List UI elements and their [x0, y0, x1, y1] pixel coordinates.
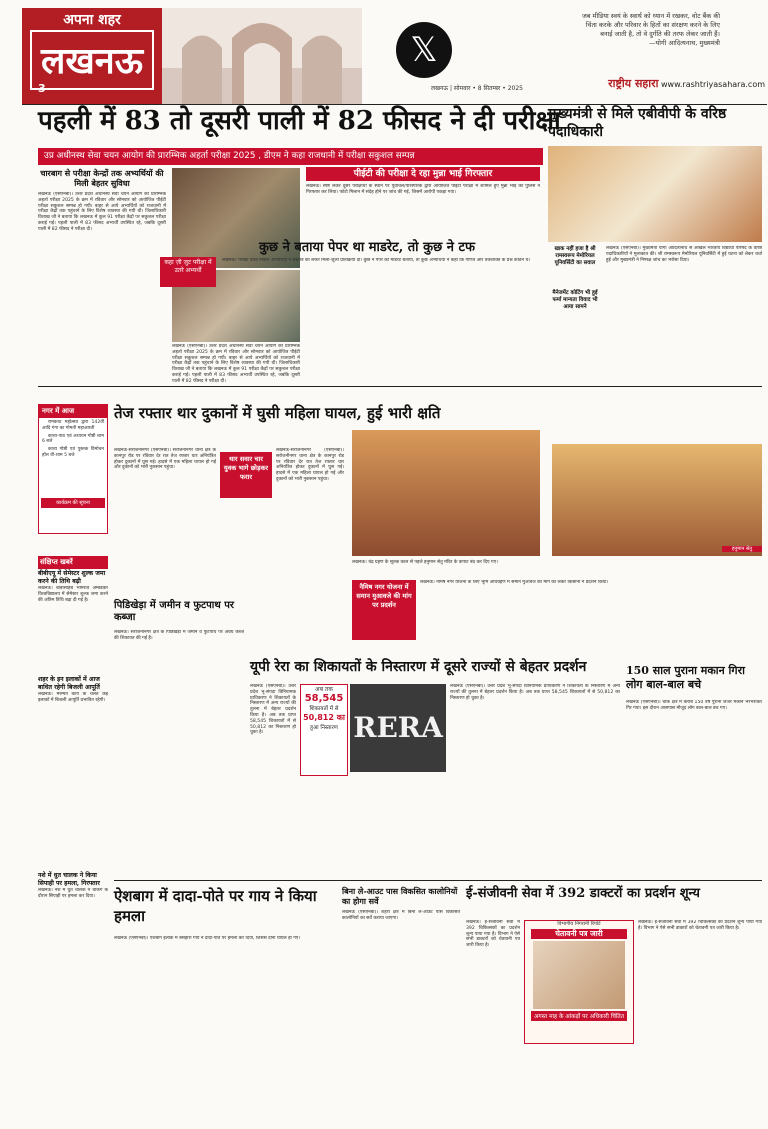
warning-card-label: विभागीय निगरानी रिपोर्ट	[557, 921, 601, 927]
cm-meet-body: लखनऊ (एसएनबी)। मुख्यमंत्री योगी आदित्यनाथ से अखिल भारतीय विद्यार्थी परिषद के वरिष्ठ पदाधिकारियों ने मुलाकात की। श्री रामस्वरूप मेमोरियल यूनिवर्सिटी में हुई घटना को लेकर चर्चा हुई और मुख्यमंत्री ने निष्पक्ष जांच का भरोसा दिया।	[606, 246, 762, 263]
piddikhera-body: लखनऊ। सरोजनीनगर क्षेत्र के पिडिखेड़ा में जमीन व फुटपाथ पर अवैध कब्जे की शिकायत की गई है।	[114, 630, 244, 641]
warning-card-title: चेतावनी पत्र जारी	[531, 929, 627, 939]
site-url: www.rashtriyasahara.com	[660, 80, 765, 89]
rera-stat-mid: शिकायतों में से	[309, 706, 339, 712]
lead-body-continued: लखनऊ (एसएनबी)। उत्तर प्रदेश अधीनस्थ सेवा चयन आयोग की प्रारम्भिक अहर्ता परीक्षा 2025 के क्रम में रविवार और सोमवार को आयोजित पीईटी परीक्षा सकुशल सम्पन्न हो गयी। बाहर से आये अभ्यर्थियों को राजधानी में परीक्षा केंद्रों तक पहुंचाने के लिए विशेष व्यवस्था की गयी थी। जिलाधिकारी विशाख जी ने बताया कि लखनऊ में कुल 91 परीक्षा केंद्रों पर सकुशल परीक्षा कराई गई। पहली पाली में 83 फीसद अभ्यर्थी उपस्थित रहे, जबकि दूसरी पाली में 82 फीसद ने परीक्षा दी।	[172, 344, 300, 384]
lead-side-head: चारबाग से परीक्षा केन्द्रों तक अभ्यर्थियों की मिली बेहतर सुविधा	[40, 168, 164, 188]
esanjeevani-body-continued: लखनऊ। ई-संजीवनी सेवा में 392 चिकित्सकों का प्रदर्शन शून्य पाया गया है। विभाग ने ऐसे सभी डाक्टरों को चेतावनी पत्र जारी किया है।	[638, 920, 762, 931]
quote-box	[470, 12, 720, 48]
site-brand	[590, 76, 765, 91]
masthead-city: लखनऊ	[30, 30, 154, 90]
brief-body: लखनऊ। नशे में धुत चालक ने चेकिंग के दौरान सिपाही पर हमला कर दिया।	[38, 888, 108, 899]
rera-body-continued: लखनऊ (एसएनबी)। उत्तर प्रदेश भू-संपदा विनियामक प्राधिकरण ने शिकायतों के निस्तारण में अन्य राज्यों की तुलना में बेहतर प्रदर्शन किया है। अब तक प्राप्त 58,545 शिकायतों में से 50,812 का निस्तारण हो चुका है।	[450, 684, 620, 701]
rera-stat-label: अब तक	[315, 686, 333, 693]
shop-fire-headline: तेज रफ्तार थार दुकानों में घुसी महिला घायल, हुई भारी क्षति	[114, 404, 441, 422]
notice-footer: कार्यक्रम की सूचना	[41, 498, 105, 508]
shop-fire-body: लखनऊ-सरोजनीनगर (एसएनबी)। सरोजनीनगर थाना क्षेत्र के कानपुर रोड पर रविवार देर रात तेज रफ्तार थार अनियंत्रित होकर दुकानों में घुस गई। हादसे में एक महिला घायल हो गई और दुकानों को भारी नुकसान पहुंचा।	[114, 448, 216, 471]
quote-line: जब मीडिया स्वयं के स्वार्थ को ध्यान में रखकर, वोट बैंक की	[581, 12, 720, 20]
x-logo-icon: 𝕏	[396, 22, 452, 78]
shop-fire-box: थार सवार चार युवक भागे छोड़कर फरार	[220, 452, 272, 498]
temple-photo-2	[552, 444, 762, 556]
shop-fire-body-continued: लखनऊ-सरोजनीनगर (एसएनबी)। सरोजनीनगर थाना क्षेत्र के कानपुर रोड पर रविवार देर रात तेज रफ्तार थार अनियंत्रित होकर दुकानों में घुस गई। हादसे में एक महिला घायल हो गई और दुकानों को भारी नुकसान पहुंचा।	[276, 448, 344, 482]
notice-box	[38, 404, 108, 534]
arrest-body: लखनऊ। स्पष्ट लेकर दूसरे परीक्षार्थी के स्थान पर पूर्वांचल/पारस्परिक द्वारा आयोजित पीईटी परीक्षा में शामिल हुए मुन्ना भाई को पुलिस ने गिरफ्तार कर लिया। फोटो मिलान में संदेह होने पर जांच की गई, जिसमें आरोपी पकड़ा गया।	[306, 184, 540, 195]
doctor-illustration	[533, 941, 625, 1009]
rera-body: लखनऊ (एसएनबी)। उत्तर प्रदेश भू-संपदा विनियामक प्राधिकरण ने शिकायतों के निस्तारण में अन्य राज्यों की तुलना में बेहतर प्रदर्शन किया है। अब तक प्राप्त 58,545 शिकायतों में से 50,812 का निस्तारण हो चुका है।	[250, 684, 296, 736]
masthead-kicker: अपना शहर	[63, 12, 121, 28]
esanjeevani-body: लखनऊ। ई-संजीवनी सेवा में 392 चिकित्सकों का प्रदर्शन शून्य पाया गया है। विभाग ने ऐसे सभी डाक्टरों को चेतावनी पत्र जारी किया है।	[466, 920, 520, 949]
aishbagh-headline: ऐशबाग में दादा-पोते पर गाय ने किया हमला	[114, 887, 317, 925]
brief-list	[38, 570, 108, 1028]
cm-side-2: मैनेजमेंट कोटिंग भी हुई फर्मा मान्यता विवाद भी आया सामने	[552, 290, 598, 310]
brief-head: बीबीएयू में सेमेस्टर शुल्क जमा करने की तिथि बढ़ी	[38, 570, 106, 585]
rera-photo: RERA	[350, 684, 446, 772]
rera-stats-box	[300, 684, 348, 776]
rera-stat-bot: 50,812 का	[303, 713, 345, 722]
arrest-headline: पीईटी की परीक्षा दे रहा मुन्ना भाई गिरफ्तार	[306, 167, 540, 181]
cm-meet-photo	[548, 146, 762, 242]
colonies-headline: बिना ले-आउट पास विकसित कालोनियों का होगा सर्वे	[342, 886, 458, 906]
notice-item: रामकथा महोत्सव द्वारा 142वीं आदि गंगा का गोमती महाआरती	[42, 420, 104, 431]
rera-stat-big: 58,545	[304, 693, 344, 704]
notice-item: काव्य गोष्ठी एवं पुस्तक विमोचन हॉल वी-शाम 5 बजे	[42, 447, 104, 458]
divider	[114, 880, 762, 881]
aishbagh-body: लखनऊ (एसएनबी)। ऐशबाग इलाके में बेसहारा गाय ने दादा-पोते पर हमला कर दिया, जिससे दोनों घायल हो गए।	[114, 936, 301, 941]
naimish-body: लखनऊ। नैमिष नगर योजना के लिए भूमि अधिग्रहण में समान मुआवजे की मांग को लेकर किसानों ने प्रदर्शन किया।	[420, 580, 609, 585]
rera-headline: यूपी रेरा का शिकायतों के निस्तारण में दूसरे राज्यों से बेहतर प्रदर्शन	[250, 659, 587, 675]
cm-meet-headline: मुख्यमंत्री से मिले एबीवीपी के वरिष्ठ पदाधिकारी	[548, 106, 727, 140]
paper-headline: कुछ ने बताया पेपर था माडरेट, तो कुछ ने टफ	[258, 240, 476, 255]
temple-banner: हनुमान सेतु	[722, 546, 762, 552]
brief-body: लखनऊ। मरम्मत कार्य के चलते कई इलाकों में बिजली आपूर्ति प्रभावित रहेगी।	[38, 692, 108, 703]
colonies-body: लखनऊ (एसएनबी)। शहरी क्षेत्र में बिना ले-आउट पास विकसित कालोनियों का सर्वे कराया जाएगा।	[342, 910, 460, 921]
temple-photo	[352, 430, 540, 556]
masthead-arch-illustration	[162, 8, 362, 104]
old-house-headline: 150 साल पुराना मकान गिरा लोग बाल-बाल बचे	[626, 664, 745, 691]
naimish-box: नैमिष नगर योजना में समान मुआवजे की मांग पर प्रदर्शन	[352, 580, 416, 640]
dateline: लखनऊ | सोमवार • 8 सितम्बर • 2025	[431, 85, 523, 92]
lead-headline: पहली में 83 तो दूसरी पाली में 82 फीसद ने दी परीक्षा	[38, 106, 561, 136]
temple-caption: लखनऊ। चंद्र ग्रहण के सूतक काल से पहले हनुमान सेतु मंदिर के कपाट बंद कर दिए गए।	[352, 560, 498, 565]
esanjeevani-headline: ई-संजीवनी सेवा में 392 डाक्टरों का प्रदर्शन शून्य	[466, 886, 700, 901]
quote-line: बनाई जाती है, तो वे दुर्गति की तरफ लेकर जाती हैं।	[600, 30, 720, 38]
brief-label: संक्षिप्त खबरें	[38, 556, 108, 569]
notice-item: काव्य-पाठ एवं अध्ययन गोष्ठी शाम 6 बजे	[42, 433, 104, 445]
lead-subhead: उप्र अधीनस्थ सेवा चयन आयोग की प्रारम्भिक अहर्ता परीक्षा 2025 , डीएम ने कहा राजधानी में परीक्षा सकुशल सम्पन्न	[38, 148, 543, 165]
rera-stat-end: हुआ निस्तारण	[310, 725, 338, 731]
page-number: 3	[38, 82, 46, 95]
notice-list	[39, 418, 107, 496]
brief-head: शहर के इन इलाकों में आज बाधित रहेगी बिजली आपूर्ति	[38, 676, 100, 691]
notice-title: नगर में आज	[39, 405, 107, 418]
quote-author: —योगी आदित्यनाथ, मुख्यमंत्री	[649, 39, 720, 47]
warning-card-body: अगस्त माह के आंकड़ों पर अधिकारी चिंतित	[531, 1011, 627, 1021]
brand-logo: राष्ट्रीय सहारा	[608, 77, 659, 90]
cm-side-1: खाक नहीं हजा है श्री रामस्वरूप मेमोरियल यूनिवर्सिटी का सवाल	[554, 246, 596, 266]
piddikhera-headline: पिडिखेड़ा में जमीन व फुटपाथ पर कब्जा	[114, 600, 234, 623]
warning-card	[524, 920, 634, 1044]
quote-line: चिंता करके और परिवार के हितों का संरक्षण करने के लिए	[585, 21, 720, 29]
paper-body: लखनऊ। परीक्षा देकर निकले अभ्यर्थियों ने प्रश्नपत्र को लेकर मिली-जुली प्रतिक्रिया दी। कुछ ने पेपर को माडरेट बताया, तो कुछ अभ्यर्थियों ने कहा कि गणित और तर्कशक्ति के प्रश्न कठिन थे।	[222, 258, 531, 263]
paper-pullquote: कहा ज़ी जुट परीक्षा में उतरे अभ्यर्थी	[160, 257, 216, 287]
old-house-body: लखनऊ (एसएनबी)। चौक क्षेत्र में करीब 150 वर्ष पुराना जर्जर मकान भरभराकर गिर गया। इस दौरान आसपास मौजूद लोग बाल-बाल बच गए।	[626, 700, 762, 711]
brief-head: नशे में धुत चालक ने किया सिपाही पर हमला, गिरफ्तार	[38, 872, 100, 887]
divider	[38, 386, 762, 387]
brief-body: लखनऊ। बाबासाहेब भीमराव अम्बेडकर विश्वविद्यालय में सेमेस्टर शुल्क जमा करने की अंतिम तिथि बढ़ा दी गई है।	[38, 586, 108, 603]
lead-body: लखनऊ (एसएनबी)। उत्तर प्रदेश अधीनस्थ सेवा चयन आयोग की प्रारम्भिक अहर्ता परीक्षा 2025 के क्रम में रविवार और सोमवार को आयोजित पीईटी परीक्षा सकुशल सम्पन्न हो गयी। बाहर से आये अभ्यर्थियों को राजधानी में परीक्षा केंद्रों तक पहुंचाने के लिए विशेष व्यवस्था की गयी थी। जिलाधिकारी विशाख जी ने बताया कि लखनऊ में कुल 91 परीक्षा केंद्रों पर सकुशल परीक्षा कराई गई। पहली पाली में 83 फीसद अभ्यर्थी उपस्थित रहे, जबकि दूसरी पाली में 82 फीसद ने परीक्षा दी।	[38, 192, 166, 232]
